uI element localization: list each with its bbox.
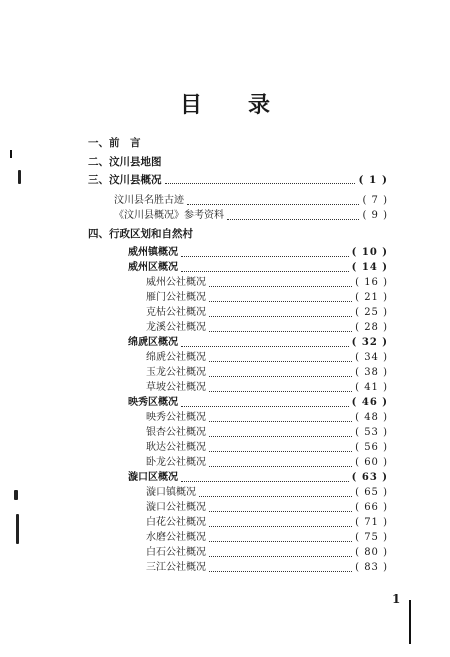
toc-page-number: ( 7 ) [362, 195, 388, 206]
dot-leader [209, 570, 352, 572]
title-char-2: 录 [248, 92, 271, 118]
toc-entry-label: 绵虒区概况 [128, 337, 178, 348]
toc-entry-label: 一、前 言 [88, 137, 141, 149]
toc-entry-label: 威州公社概况 [146, 277, 206, 288]
dot-leader [209, 525, 352, 527]
dot-leader [209, 450, 352, 452]
dot-leader [209, 315, 352, 317]
toc-entry-divisions[interactable] [88, 228, 193, 240]
toc-entry[interactable] [146, 322, 388, 334]
toc-entry-label: 白石公社概况 [146, 547, 206, 558]
toc-entry-label: 玉龙公社概况 [146, 367, 206, 378]
dot-leader [181, 270, 349, 272]
dot-leader [181, 480, 349, 482]
toc-page-number: ( 9 ) [362, 210, 388, 221]
toc-page-number: ( 53 ) [355, 427, 388, 438]
toc-page-number: ( 38 ) [355, 367, 388, 378]
dot-leader [209, 510, 352, 512]
page-title [0, 88, 450, 119]
toc-entry[interactable] [146, 457, 388, 469]
toc-entry-scenic[interactable] [114, 195, 388, 207]
toc-entry-label: 银杏公社概况 [146, 427, 206, 438]
toc-entry-label: 二、汶川县地图 [88, 156, 162, 168]
toc-entry[interactable] [146, 562, 388, 574]
toc-entry[interactable] [146, 547, 388, 559]
toc-entry-label: 映秀区概况 [128, 397, 178, 408]
toc-entry-label: 漩口镇概况 [146, 487, 196, 498]
toc-entry-label: 漩口区概况 [128, 472, 178, 483]
dot-leader [209, 540, 352, 542]
toc-page-number: ( 65 ) [355, 487, 388, 498]
scan-mark [10, 150, 12, 158]
dot-leader [209, 330, 352, 332]
toc-entry-references[interactable] [114, 210, 388, 222]
toc-entry-label: 《汶川县概况》参考资料 [114, 210, 224, 221]
toc-entry[interactable] [146, 382, 388, 394]
toc-page-number: ( 34 ) [355, 352, 388, 363]
page-number: 1 [392, 592, 401, 606]
toc-entry-label: 白花公社概况 [146, 517, 206, 528]
toc-entry-label: 卧龙公社概况 [146, 457, 206, 468]
toc-entry[interactable] [128, 397, 388, 409]
dot-leader [227, 218, 359, 220]
toc-entry[interactable] [146, 277, 388, 289]
toc-entry[interactable] [146, 517, 388, 529]
toc-entry-label: 三江公社概况 [146, 562, 206, 573]
dot-leader [187, 203, 359, 205]
dot-leader [209, 300, 352, 302]
dot-leader [209, 555, 352, 557]
toc-entry[interactable] [146, 427, 388, 439]
toc-entry[interactable] [128, 262, 388, 274]
toc-page-number: ( 56 ) [355, 442, 388, 453]
dot-leader [209, 420, 352, 422]
toc-entry-label: 绵虒公社概况 [146, 352, 206, 363]
toc-entry-label: 三、汶川县概况 [88, 174, 162, 186]
dot-leader [209, 465, 352, 467]
dot-leader [181, 405, 349, 407]
toc-entry[interactable] [146, 487, 388, 499]
toc-entry-label: 龙溪公社概况 [146, 322, 206, 333]
toc-entry-label: 克枯公社概况 [146, 307, 206, 318]
toc-page-number: ( 75 ) [355, 532, 388, 543]
scan-mark [16, 514, 19, 544]
toc-entry-label: 水磨公社概况 [146, 532, 206, 543]
toc-page-number: ( 25 ) [355, 307, 388, 318]
dot-leader [209, 375, 352, 377]
toc-page-number: ( 41 ) [355, 382, 388, 393]
toc-page-number: ( 83 ) [355, 562, 388, 573]
toc-page-number: ( 60 ) [355, 457, 388, 468]
toc-page-number: ( 80 ) [355, 547, 388, 558]
toc-entry-map[interactable] [88, 156, 162, 168]
toc-entry-label: 汶川县名胜古迹 [114, 195, 184, 206]
toc-entry[interactable] [146, 367, 388, 379]
scan-mark [409, 600, 411, 644]
toc-page-number: ( 48 ) [355, 412, 388, 423]
dot-leader [165, 182, 356, 184]
toc-page-number: ( 32 ) [351, 337, 388, 348]
dot-leader [199, 495, 352, 497]
toc-entry-label: 雁门公社概况 [146, 292, 206, 303]
toc-entry[interactable] [128, 247, 388, 259]
dot-leader [209, 285, 352, 287]
toc-entry-label: 映秀公社概况 [146, 412, 206, 423]
toc-entry[interactable] [146, 292, 388, 304]
dot-leader [181, 255, 349, 257]
toc-page-number: ( 16 ) [355, 277, 388, 288]
dot-leader [181, 345, 349, 347]
toc-entry[interactable] [146, 502, 388, 514]
toc-entry-label: 耿达公社概况 [146, 442, 206, 453]
toc-entry[interactable] [146, 352, 388, 364]
toc-page-number: ( 14 ) [351, 262, 388, 273]
toc-page-number: ( 63 ) [351, 472, 388, 483]
dot-leader [209, 360, 352, 362]
toc-page-number: ( 71 ) [355, 517, 388, 528]
toc-page-number: ( 10 ) [351, 247, 388, 258]
scan-mark [18, 170, 21, 184]
toc-entry-label: 威州区概况 [128, 262, 178, 273]
toc-entry[interactable] [128, 472, 388, 484]
title-char-1: 目 [179, 92, 202, 118]
toc-entry-label: 威州镇概况 [128, 247, 178, 258]
toc-page-number: ( 21 ) [355, 292, 388, 303]
toc-entry[interactable] [146, 412, 388, 424]
toc-page-number: ( 66 ) [355, 502, 388, 513]
scan-mark [14, 490, 18, 500]
toc-page-number: ( 28 ) [355, 322, 388, 333]
toc-page-number: ( 46 ) [351, 397, 388, 408]
toc-entry[interactable] [146, 532, 388, 544]
toc-entry-label: 草坡公社概况 [146, 382, 206, 393]
dot-leader [209, 435, 352, 437]
toc-entry[interactable] [128, 337, 388, 349]
toc-entry[interactable] [146, 307, 388, 319]
toc-entry-label: 漩口公社概况 [146, 502, 206, 513]
toc-entry-preface[interactable] [88, 137, 141, 149]
dot-leader [209, 390, 352, 392]
toc-entry-label: 四、行政区划和自然村 [88, 228, 193, 240]
toc-entry-overview[interactable] [88, 174, 388, 186]
toc-entry[interactable] [146, 442, 388, 454]
toc-page-number: ( 1 ) [358, 174, 388, 186]
